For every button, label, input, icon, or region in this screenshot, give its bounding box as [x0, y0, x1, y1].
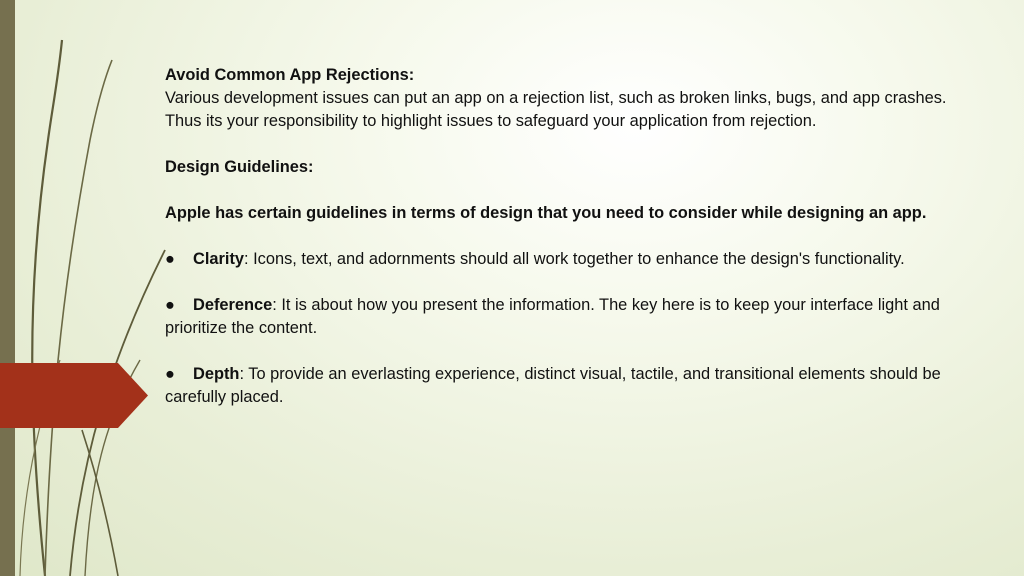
bullet-marker: ● [165, 296, 175, 314]
bullet-term: Clarity [193, 250, 245, 268]
bullet-text: : To provide an everlasting experience, distinct visual, tactile, and transitional elements should be carefully placed. [165, 365, 941, 406]
bullet-text: : Icons, text, and adornments should all work together to enhance the design's functionality. [244, 250, 905, 268]
bullet-marker: ● [165, 365, 175, 383]
bullet-deference [165, 294, 955, 340]
accent-arrow-tab [0, 363, 148, 428]
paragraph-app-rejections: Various development issues can put an app on a rejection list, such as broken links, bugs, and app crashes. Thus its your responsibility to highlight issues to safeguard your application from rejection. [165, 89, 947, 130]
heading-app-rejections: Avoid Common App Rejections: [165, 66, 415, 84]
bullet-clarity [165, 248, 955, 271]
bullet-term: Depth [193, 365, 240, 383]
bullet-depth [165, 363, 955, 409]
paragraph-design-intro: Apple has certain guidelines in terms of design that you need to consider while designing an app. [165, 204, 927, 222]
bullet-term: Deference [193, 296, 273, 314]
bullet-text: : It is about how you present the information. The key here is to keep your interface light and prioritize the content. [165, 296, 940, 337]
content-text-block [165, 64, 955, 409]
heading-design-guidelines: Design Guidelines: [165, 158, 314, 176]
bullet-marker: ● [165, 250, 175, 268]
